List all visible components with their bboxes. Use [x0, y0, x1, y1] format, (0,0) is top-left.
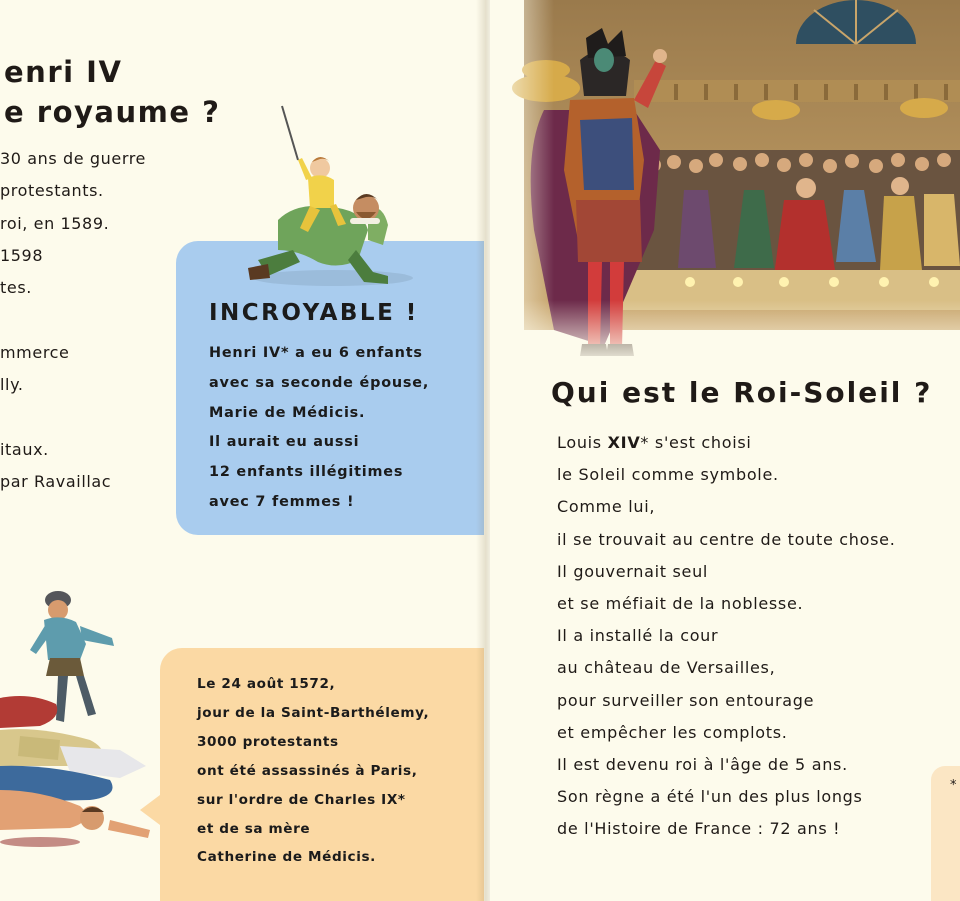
right-body-line: il se trouvait au centre de toute chose.: [557, 529, 896, 549]
incroyable-line: 12 enfants illégitimes: [209, 464, 404, 481]
right-body-line: le Soleil comme symbole.: [557, 465, 779, 485]
massacre-line: 3000 protestants: [197, 733, 339, 750]
massacre-line: ont été assassinés à Paris,: [197, 762, 418, 779]
right-body-line: et empêcher les complots.: [557, 722, 788, 742]
massacre-line: Le 24 août 1572,: [197, 676, 336, 692]
incroyable-line: avec sa seconde épouse,: [209, 374, 430, 391]
right-page-title: Qui est le Roi-Soleil ?: [551, 376, 933, 409]
book-gutter: [476, 0, 490, 901]
right-body-line: Son règne a été l'un des plus longs: [557, 787, 863, 807]
left-body-line: [0, 304, 146, 336]
right-body-line: Il a installé la cour: [557, 626, 719, 646]
left-body-line: mmerce: [0, 342, 70, 362]
saint-barthelemy-illustration: [0, 580, 160, 860]
left-body-line: protestants.: [0, 181, 104, 201]
right-body-line: Il est devenu roi à l'âge de 5 ans.: [557, 754, 848, 774]
left-body-line: [0, 401, 146, 433]
first-line-bold: XIV: [607, 433, 641, 452]
left-title-line-2: e royaume ?: [4, 95, 221, 129]
massacre-line: sur l'ordre de Charles IX*: [197, 791, 406, 808]
incroyable-line: avec 7 femmes !: [209, 493, 355, 510]
right-body-line: pour surveiller son entourage: [557, 690, 815, 710]
right-body-line: Il gouvernait seul: [557, 561, 709, 581]
saint-barthelemy-text: [197, 670, 429, 872]
left-page-title: [4, 52, 220, 132]
massacre-line: Catherine de Médicis.: [197, 849, 376, 866]
incroyable-title: INCROYABLE !: [209, 300, 419, 326]
left-body-line: itaux.: [0, 439, 49, 459]
incroyable-line: Henri IV* a eu 6 enfants: [209, 345, 423, 361]
left-body-line: lly.: [0, 375, 24, 395]
left-body-line: 30 ans de guerre: [0, 149, 147, 168]
left-body-line: roi, en 1589.: [0, 213, 110, 233]
right-body-line: de l'Histoire de France : 72 ans !: [557, 819, 841, 839]
incroyable-text: [209, 339, 429, 518]
left-body-text: [0, 143, 146, 498]
side-note-asterisk: *: [950, 778, 957, 793]
left-body-line: 1598: [0, 245, 44, 265]
right-body-text: [557, 427, 895, 845]
left-body-line: par Ravaillac: [0, 471, 112, 491]
right-body-line: Comme lui,: [557, 497, 656, 517]
right-body-line: au château de Versailles,: [557, 658, 776, 678]
massacre-line: et de sa mère: [197, 820, 311, 837]
massacre-line: jour de la Saint-Barthélemy,: [197, 704, 430, 721]
left-body-line: tes.: [0, 278, 32, 298]
right-body-line: et se méfiait de la noblesse.: [557, 593, 804, 613]
incroyable-line: Marie de Médicis.: [209, 404, 366, 421]
left-title-line-1: enri IV: [4, 55, 123, 89]
first-line-pre: Louis: [557, 433, 608, 452]
first-line-post: * s'est choisi: [640, 433, 752, 452]
incroyable-line: Il aurait eu aussi: [209, 434, 360, 451]
henri-iv-illustration: [238, 100, 418, 296]
versailles-court-illustration: [484, 0, 960, 366]
right-body-line-first: [557, 427, 895, 459]
